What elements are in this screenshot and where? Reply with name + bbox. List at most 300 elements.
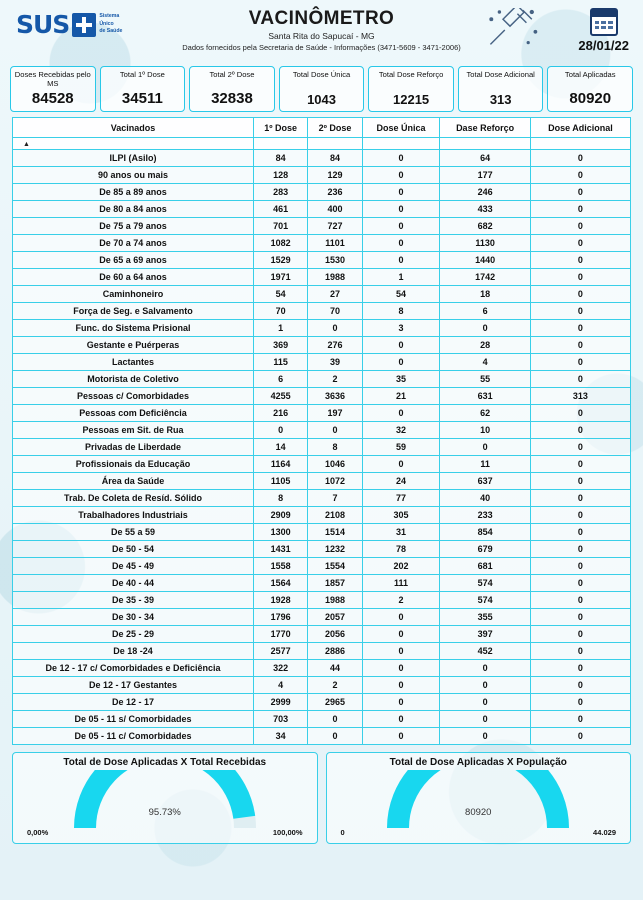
row-value: 78 bbox=[362, 541, 440, 558]
row-value: 276 bbox=[308, 337, 362, 354]
table-row bbox=[13, 473, 631, 490]
row-value: 0 bbox=[254, 422, 308, 439]
calendar-icon bbox=[590, 8, 618, 36]
table-row bbox=[13, 320, 631, 337]
row-label: De 12 - 17 c/ Comorbidades e Deficiência bbox=[13, 660, 254, 677]
row-value: 233 bbox=[440, 507, 531, 524]
row-value: 1530 bbox=[308, 252, 362, 269]
card-value: 80920 bbox=[569, 90, 612, 107]
row-value: 397 bbox=[440, 626, 531, 643]
row-value: 2909 bbox=[254, 507, 308, 524]
row-value: 70 bbox=[308, 303, 362, 320]
row-value: 0 bbox=[308, 320, 362, 337]
sus-sub-line-2: Único bbox=[99, 20, 114, 27]
row-value: 0 bbox=[440, 711, 531, 728]
row-value: 3636 bbox=[308, 388, 362, 405]
row-value: 631 bbox=[440, 388, 531, 405]
table-row bbox=[13, 388, 631, 405]
sort-cell bbox=[530, 138, 630, 150]
card-value: 84528 bbox=[31, 90, 74, 107]
page-title: VACINÔMETRO bbox=[248, 8, 395, 29]
row-value: 313 bbox=[530, 388, 630, 405]
table-row bbox=[13, 592, 631, 609]
row-label: Força de Seg. e Salvamento bbox=[13, 303, 254, 320]
row-value: 0 bbox=[530, 575, 630, 592]
row-label: De 40 - 44 bbox=[13, 575, 254, 592]
gauge-value: 95.73% bbox=[148, 807, 181, 818]
row-value: 854 bbox=[440, 524, 531, 541]
row-value: 0 bbox=[530, 269, 630, 286]
row-value: 27 bbox=[308, 286, 362, 303]
gauge-title: Total de Dose Aplicadas X População bbox=[389, 757, 567, 768]
row-label: De 12 - 17 Gestantes bbox=[13, 677, 254, 694]
row-value: 0 bbox=[530, 286, 630, 303]
table-row bbox=[13, 167, 631, 184]
row-value: 0 bbox=[530, 728, 630, 745]
date-block bbox=[578, 8, 629, 53]
table-row bbox=[13, 490, 631, 507]
card-label: Total Dose Única bbox=[292, 70, 351, 79]
row-value: 18 bbox=[440, 286, 531, 303]
row-value: 433 bbox=[440, 201, 531, 218]
row-value: 2 bbox=[308, 371, 362, 388]
row-value: 0 bbox=[530, 320, 630, 337]
row-value: 2 bbox=[362, 592, 440, 609]
sort-cell bbox=[440, 138, 531, 150]
row-value: 679 bbox=[440, 541, 531, 558]
row-value: 0 bbox=[362, 728, 440, 745]
table-row bbox=[13, 711, 631, 728]
row-value: 322 bbox=[254, 660, 308, 677]
row-value: 1082 bbox=[254, 235, 308, 252]
vaccination-table-wrapper bbox=[12, 117, 631, 745]
row-value: 0 bbox=[530, 473, 630, 490]
row-label: Lactantes bbox=[13, 354, 254, 371]
row-value: 0 bbox=[308, 422, 362, 439]
cross-icon bbox=[72, 13, 96, 37]
row-value: 0 bbox=[362, 643, 440, 660]
table-row bbox=[13, 184, 631, 201]
row-value: 1440 bbox=[440, 252, 531, 269]
row-value: 3 bbox=[362, 320, 440, 337]
row-value: 1564 bbox=[254, 575, 308, 592]
row-label: De 30 - 34 bbox=[13, 609, 254, 626]
sus-sub-line-3: de Saúde bbox=[99, 28, 123, 35]
card-label: Total Aplicadas bbox=[564, 70, 616, 79]
table-row bbox=[13, 643, 631, 660]
table-row bbox=[13, 371, 631, 388]
row-value: 0 bbox=[530, 456, 630, 473]
row-value: 1514 bbox=[308, 524, 362, 541]
table-row bbox=[13, 337, 631, 354]
sort-cell bbox=[308, 138, 362, 150]
row-label: De 05 - 11 s/ Comorbidades bbox=[13, 711, 254, 728]
row-value: 4255 bbox=[254, 388, 308, 405]
row-value: 461 bbox=[254, 201, 308, 218]
row-value: 369 bbox=[254, 337, 308, 354]
row-value: 35 bbox=[362, 371, 440, 388]
row-value: 0 bbox=[362, 677, 440, 694]
row-value: 2577 bbox=[254, 643, 308, 660]
row-value: 0 bbox=[362, 711, 440, 728]
row-value: 40 bbox=[440, 490, 531, 507]
row-value: 0 bbox=[440, 677, 531, 694]
card-value: 34511 bbox=[121, 90, 163, 107]
sus-logo-text: SUS bbox=[16, 10, 70, 39]
row-label: Motorista de Coletivo bbox=[13, 371, 254, 388]
table-row bbox=[13, 354, 631, 371]
row-value: 236 bbox=[308, 184, 362, 201]
row-value: 0 bbox=[440, 694, 531, 711]
row-label: De 70 a 74 anos bbox=[13, 235, 254, 252]
row-value: 2886 bbox=[308, 643, 362, 660]
row-value: 703 bbox=[254, 711, 308, 728]
sort-cell bbox=[362, 138, 440, 150]
row-value: 28 bbox=[440, 337, 531, 354]
gauge-title: Total de Dose Aplicadas X Total Recebidas bbox=[63, 757, 267, 768]
row-value: 246 bbox=[440, 184, 531, 201]
row-value: 400 bbox=[308, 201, 362, 218]
table-row bbox=[13, 439, 631, 456]
row-label: Área da Saúde bbox=[13, 473, 254, 490]
row-value: 2108 bbox=[308, 507, 362, 524]
row-value: 0 bbox=[308, 711, 362, 728]
gauge-aplicadas-x-recebidas bbox=[12, 752, 318, 844]
row-value: 0 bbox=[530, 558, 630, 575]
row-value: 0 bbox=[362, 337, 440, 354]
row-value: 216 bbox=[254, 405, 308, 422]
row-value: 1232 bbox=[308, 541, 362, 558]
row-value: 1130 bbox=[440, 235, 531, 252]
row-value: 0 bbox=[362, 354, 440, 371]
row-value: 21 bbox=[362, 388, 440, 405]
row-value: 197 bbox=[308, 405, 362, 422]
row-value: 0 bbox=[530, 677, 630, 694]
table-row bbox=[13, 422, 631, 439]
row-label: Func. do Sistema Prisional bbox=[13, 320, 254, 337]
row-value: 0 bbox=[362, 694, 440, 711]
row-value: 1105 bbox=[254, 473, 308, 490]
row-value: 2057 bbox=[308, 609, 362, 626]
row-value: 84 bbox=[254, 150, 308, 167]
card-total-2a-dose bbox=[189, 66, 275, 112]
sus-logo bbox=[16, 10, 122, 39]
row-value: 4 bbox=[254, 677, 308, 694]
row-value: 0 bbox=[530, 643, 630, 660]
row-value: 1529 bbox=[254, 252, 308, 269]
table-row bbox=[13, 575, 631, 592]
column-header-dose-adicional[interactable]: Dose Adicional bbox=[530, 118, 630, 138]
row-value: 2056 bbox=[308, 626, 362, 643]
row-value: 0 bbox=[530, 490, 630, 507]
vaccination-table bbox=[12, 117, 631, 745]
row-value: 701 bbox=[254, 218, 308, 235]
row-label: ILPI (Asilo) bbox=[13, 150, 254, 167]
row-value: 637 bbox=[440, 473, 531, 490]
row-label: Pessoas em Sit. de Rua bbox=[13, 422, 254, 439]
row-value: 0 bbox=[440, 728, 531, 745]
row-value: 1971 bbox=[254, 269, 308, 286]
card-value: 12215 bbox=[393, 92, 430, 107]
row-value: 4 bbox=[440, 354, 531, 371]
row-label: Pessoas com Deficiência bbox=[13, 405, 254, 422]
row-label: Trab. De Coleta de Resíd. Sólido bbox=[13, 490, 254, 507]
row-value: 0 bbox=[440, 660, 531, 677]
row-value: 10 bbox=[440, 422, 531, 439]
row-label: Trabalhadores Industriais bbox=[13, 507, 254, 524]
row-value: 682 bbox=[440, 218, 531, 235]
row-value: 0 bbox=[362, 626, 440, 643]
card-label: Total Dose Reforço bbox=[378, 70, 444, 79]
gauge-max-label: 100,00% bbox=[272, 828, 303, 837]
card-total-aplicadas bbox=[547, 66, 633, 112]
row-value: 0 bbox=[362, 167, 440, 184]
row-value: 70 bbox=[254, 303, 308, 320]
table-row bbox=[13, 524, 631, 541]
table-head bbox=[13, 118, 631, 150]
row-value: 0 bbox=[362, 218, 440, 235]
row-value: 31 bbox=[362, 524, 440, 541]
sus-logo-subtitle bbox=[99, 13, 122, 36]
row-value: 128 bbox=[254, 167, 308, 184]
row-value: 2965 bbox=[308, 694, 362, 711]
row-value: 1988 bbox=[308, 592, 362, 609]
row-value: 59 bbox=[362, 439, 440, 456]
row-label: De 75 a 79 anos bbox=[13, 218, 254, 235]
row-value: 54 bbox=[254, 286, 308, 303]
table-row bbox=[13, 150, 631, 167]
card-label: Total 2º Dose bbox=[209, 70, 255, 79]
row-value: 1554 bbox=[308, 558, 362, 575]
row-label: De 50 - 54 bbox=[13, 541, 254, 558]
syringe-icon bbox=[485, 8, 539, 52]
sort-toggle-vacinados[interactable] bbox=[13, 138, 254, 150]
row-value: 2 bbox=[308, 677, 362, 694]
row-value: 0 bbox=[530, 711, 630, 728]
gauge-min-label: 0 bbox=[340, 828, 345, 837]
row-label: De 55 a 59 bbox=[13, 524, 254, 541]
row-value: 7 bbox=[308, 490, 362, 507]
row-value: 0 bbox=[530, 439, 630, 456]
row-value: 1300 bbox=[254, 524, 308, 541]
card-value: 1043 bbox=[307, 92, 336, 107]
row-label: Gestante e Puérperas bbox=[13, 337, 254, 354]
row-value: 0 bbox=[530, 303, 630, 320]
row-value: 0 bbox=[530, 626, 630, 643]
row-value: 1164 bbox=[254, 456, 308, 473]
table-row bbox=[13, 405, 631, 422]
row-value: 0 bbox=[440, 320, 531, 337]
card-doses-recebidas bbox=[10, 66, 96, 112]
row-value: 1431 bbox=[254, 541, 308, 558]
table-row bbox=[13, 677, 631, 694]
row-value: 55 bbox=[440, 371, 531, 388]
page-subtitle-city: Santa Rita do Sapucaí - MG bbox=[268, 31, 375, 41]
card-total-dose-adicional bbox=[458, 66, 544, 112]
row-value: 681 bbox=[440, 558, 531, 575]
row-value: 0 bbox=[530, 541, 630, 558]
row-value: 0 bbox=[530, 218, 630, 235]
row-value: 64 bbox=[440, 150, 531, 167]
gauge-arc bbox=[378, 770, 578, 832]
row-value: 0 bbox=[530, 660, 630, 677]
row-label: De 05 - 11 c/ Comorbidades bbox=[13, 728, 254, 745]
sus-sub-line-1: Sistema bbox=[99, 12, 120, 19]
row-value: 0 bbox=[362, 150, 440, 167]
table-row bbox=[13, 218, 631, 235]
gauges-section bbox=[12, 752, 631, 844]
table-body bbox=[13, 150, 631, 745]
row-value: 44 bbox=[308, 660, 362, 677]
row-label: De 45 - 49 bbox=[13, 558, 254, 575]
column-header-2a-dose[interactable]: 2º Dose bbox=[308, 118, 362, 138]
row-value: 452 bbox=[440, 643, 531, 660]
row-value: 0 bbox=[530, 694, 630, 711]
row-value: 0 bbox=[530, 337, 630, 354]
row-label: De 12 - 17 bbox=[13, 694, 254, 711]
table-row bbox=[13, 507, 631, 524]
row-value: 1558 bbox=[254, 558, 308, 575]
row-value: 305 bbox=[362, 507, 440, 524]
row-value: 177 bbox=[440, 167, 531, 184]
gauge-min-label: 0,00% bbox=[27, 828, 49, 837]
row-value: 2999 bbox=[254, 694, 308, 711]
row-label: Profissionais da Educação bbox=[13, 456, 254, 473]
page-header bbox=[8, 6, 635, 64]
row-value: 129 bbox=[308, 167, 362, 184]
row-value: 6 bbox=[440, 303, 531, 320]
row-value: 0 bbox=[530, 201, 630, 218]
row-label: Pessoas c/ Comorbidades bbox=[13, 388, 254, 405]
row-value: 1857 bbox=[308, 575, 362, 592]
table-row bbox=[13, 269, 631, 286]
row-label: De 85 a 89 anos bbox=[13, 184, 254, 201]
row-label: De 18 -24 bbox=[13, 643, 254, 660]
column-header-dose-reforco[interactable]: Dase Reforço bbox=[440, 118, 531, 138]
table-row bbox=[13, 609, 631, 626]
row-value: 32 bbox=[362, 422, 440, 439]
row-value: 111 bbox=[362, 575, 440, 592]
table-row bbox=[13, 558, 631, 575]
row-value: 24 bbox=[362, 473, 440, 490]
row-value: 574 bbox=[440, 592, 531, 609]
row-value: 0 bbox=[530, 150, 630, 167]
gauge-arc bbox=[65, 770, 265, 832]
row-value: 0 bbox=[440, 439, 531, 456]
row-value: 1742 bbox=[440, 269, 531, 286]
row-value: 0 bbox=[362, 252, 440, 269]
card-value: 313 bbox=[489, 92, 512, 107]
row-value: 54 bbox=[362, 286, 440, 303]
row-value: 0 bbox=[530, 609, 630, 626]
table-row bbox=[13, 728, 631, 745]
row-value: 1 bbox=[362, 269, 440, 286]
card-label: Doses Recebidas pelo MS bbox=[14, 70, 91, 89]
card-total-dose-reforco bbox=[368, 66, 454, 112]
row-value: 0 bbox=[362, 235, 440, 252]
row-label: De 35 - 39 bbox=[13, 592, 254, 609]
row-value: 0 bbox=[530, 167, 630, 184]
row-value: 0 bbox=[530, 524, 630, 541]
row-label: De 25 - 29 bbox=[13, 626, 254, 643]
gauge-value: 80920 bbox=[465, 807, 492, 818]
card-label: Total 1º Dose bbox=[119, 70, 165, 79]
row-value: 0 bbox=[362, 456, 440, 473]
table-row bbox=[13, 541, 631, 558]
gauge-aplicadas-x-populacao bbox=[326, 752, 632, 844]
row-value: 0 bbox=[362, 405, 440, 422]
row-value: 574 bbox=[440, 575, 531, 592]
table-row bbox=[13, 694, 631, 711]
card-label: Total Dose Adicional bbox=[466, 70, 535, 79]
row-value: 62 bbox=[440, 405, 531, 422]
column-header-dose-unica[interactable]: Dose Única bbox=[362, 118, 440, 138]
gauge-max-label: 44.029 bbox=[593, 828, 616, 837]
row-label: De 65 a 69 anos bbox=[13, 252, 254, 269]
table-sort-row bbox=[13, 138, 631, 150]
row-value: 1046 bbox=[308, 456, 362, 473]
row-value: 283 bbox=[254, 184, 308, 201]
row-value: 0 bbox=[530, 507, 630, 524]
table-row bbox=[13, 456, 631, 473]
row-value: 1101 bbox=[308, 235, 362, 252]
row-value: 8 bbox=[308, 439, 362, 456]
row-value: 1 bbox=[254, 320, 308, 337]
row-value: 0 bbox=[362, 609, 440, 626]
row-value: 8 bbox=[254, 490, 308, 507]
row-value: 1796 bbox=[254, 609, 308, 626]
row-value: 0 bbox=[530, 405, 630, 422]
row-value: 39 bbox=[308, 354, 362, 371]
table-header-row bbox=[13, 118, 631, 138]
sort-ascending-icon: ▲ bbox=[23, 141, 30, 148]
row-label: De 60 a 64 anos bbox=[13, 269, 254, 286]
column-header-vacinados[interactable]: Vacinados bbox=[13, 118, 254, 138]
table-row bbox=[13, 660, 631, 677]
table-row bbox=[13, 235, 631, 252]
row-value: 0 bbox=[530, 184, 630, 201]
summary-cards bbox=[8, 66, 635, 112]
row-value: 115 bbox=[254, 354, 308, 371]
row-value: 1928 bbox=[254, 592, 308, 609]
row-value: 0 bbox=[362, 660, 440, 677]
table-row bbox=[13, 286, 631, 303]
row-value: 0 bbox=[530, 371, 630, 388]
row-value: 0 bbox=[530, 422, 630, 439]
row-value: 0 bbox=[530, 354, 630, 371]
table-row bbox=[13, 626, 631, 643]
row-value: 0 bbox=[530, 252, 630, 269]
sort-cell bbox=[254, 138, 308, 150]
row-value: 1770 bbox=[254, 626, 308, 643]
row-value: 84 bbox=[308, 150, 362, 167]
row-value: 0 bbox=[362, 201, 440, 218]
row-value: 0 bbox=[362, 184, 440, 201]
row-value: 202 bbox=[362, 558, 440, 575]
table-row bbox=[13, 303, 631, 320]
row-value: 1072 bbox=[308, 473, 362, 490]
row-value: 11 bbox=[440, 456, 531, 473]
row-value: 0 bbox=[530, 592, 630, 609]
row-value: 0 bbox=[530, 235, 630, 252]
table-row bbox=[13, 201, 631, 218]
column-header-1a-dose[interactable]: 1º Dose bbox=[254, 118, 308, 138]
card-value: 32838 bbox=[211, 90, 253, 107]
card-total-dose-unica bbox=[279, 66, 365, 112]
row-label: Privadas de Liberdade bbox=[13, 439, 254, 456]
row-value: 355 bbox=[440, 609, 531, 626]
row-value: 77 bbox=[362, 490, 440, 507]
